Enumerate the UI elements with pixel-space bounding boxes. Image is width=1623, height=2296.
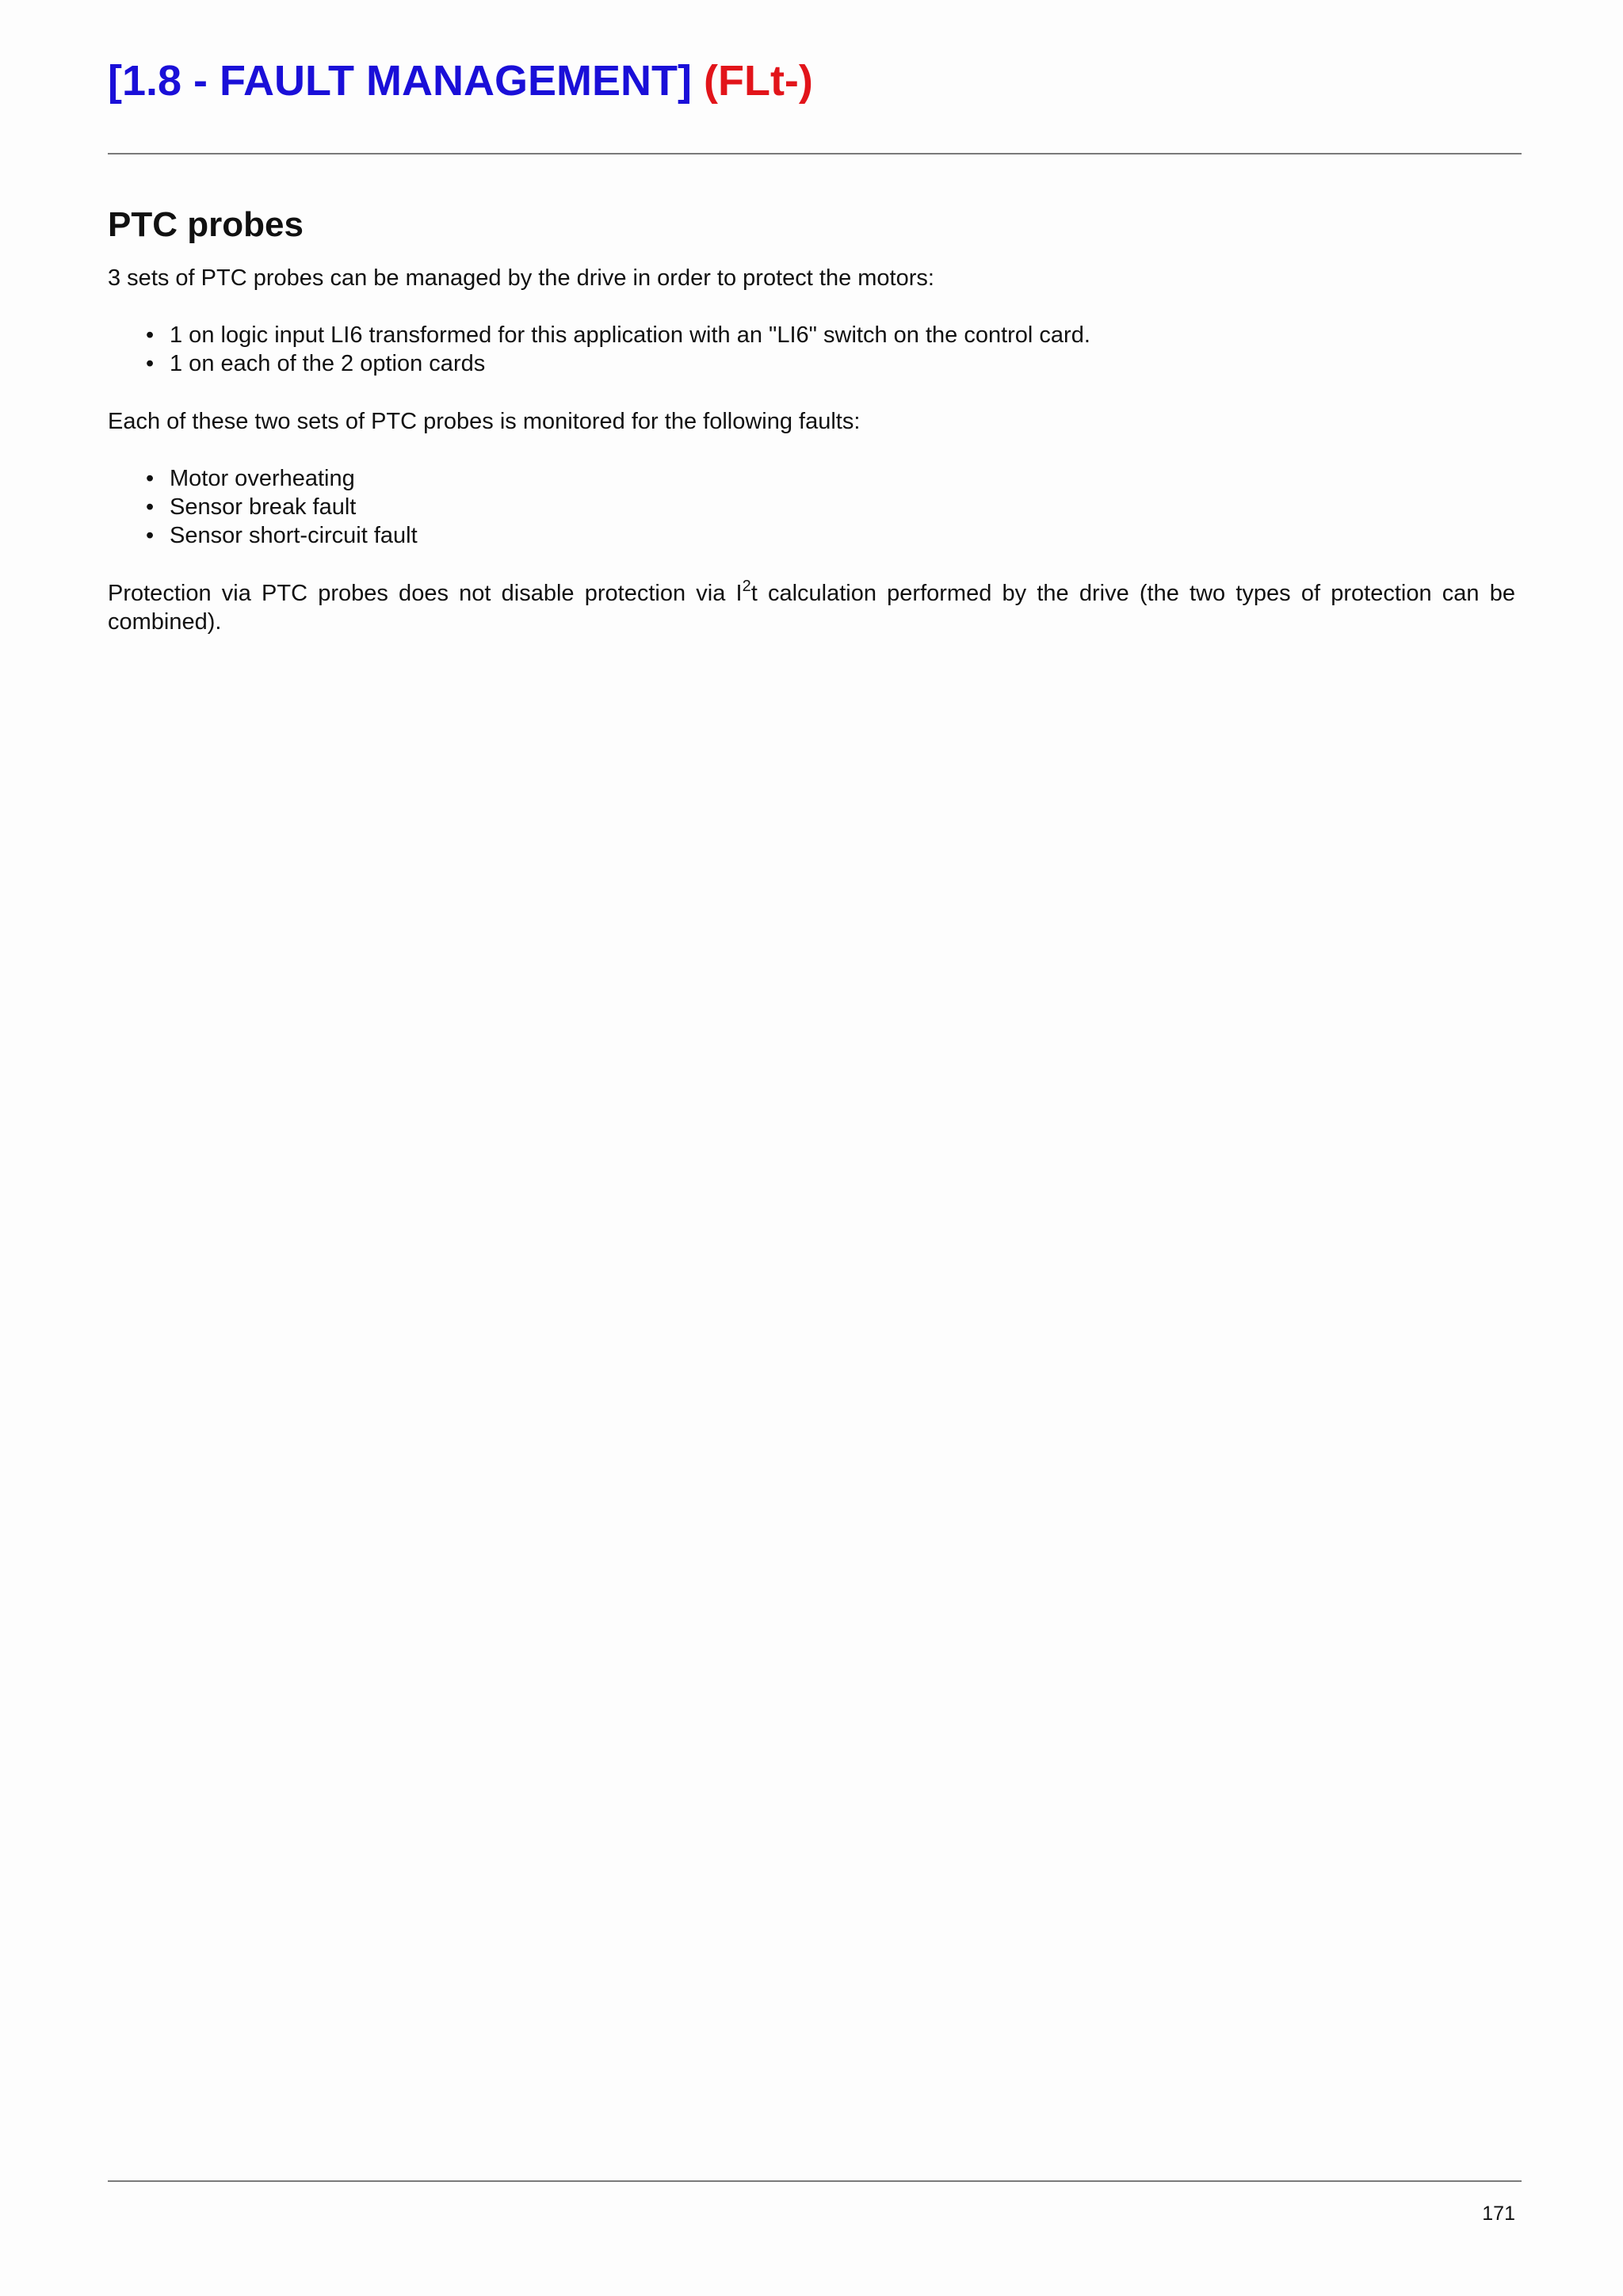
- header-divider: [108, 153, 1522, 154]
- list-item: [108, 521, 418, 550]
- list-item-text: 1 on logic input LI6 transformed for this application with an "LI6" switch on the control card.: [170, 322, 1090, 348]
- bullet-icon: •: [146, 494, 155, 520]
- protection-text-end: t calculation performed by the drive (the two types of protection can be combined).: [108, 581, 1515, 635]
- list-item: [108, 464, 418, 493]
- page-number: 171: [1482, 2203, 1515, 2225]
- list-item: [108, 349, 1090, 378]
- superscript-two: 2: [742, 578, 751, 595]
- list-item-text: Sensor short-circuit fault: [170, 523, 418, 548]
- probe-sets-list: [108, 321, 1090, 378]
- protection-text-start: Protection via PTC probes does not disable protection via I: [108, 581, 743, 606]
- footer-divider: [108, 2180, 1522, 2182]
- monitored-paragraph: Each of these two sets of PTC probes is monitored for the following faults:: [108, 409, 861, 434]
- page-title-code: (FLt-): [703, 57, 813, 105]
- protection-paragraph: [108, 579, 1515, 636]
- bullet-icon: •: [146, 466, 155, 491]
- list-item: [108, 493, 418, 521]
- bullet-icon: •: [146, 322, 155, 348]
- list-item-text: 1 on each of the 2 option cards: [170, 351, 486, 376]
- intro-paragraph: 3 sets of PTC probes can be managed by the drive in order to protect the motors:: [108, 265, 934, 291]
- list-item-text: Motor overheating: [170, 466, 355, 491]
- page-title: [108, 52, 813, 109]
- page-title-main: [1.8 - FAULT MANAGEMENT]: [108, 57, 692, 105]
- bullet-icon: •: [146, 351, 155, 376]
- section-heading: PTC probes: [108, 205, 304, 244]
- list-item-text: Sensor break fault: [170, 494, 357, 520]
- bullet-icon: •: [146, 523, 155, 548]
- list-item: [108, 321, 1090, 349]
- faults-list: [108, 464, 418, 550]
